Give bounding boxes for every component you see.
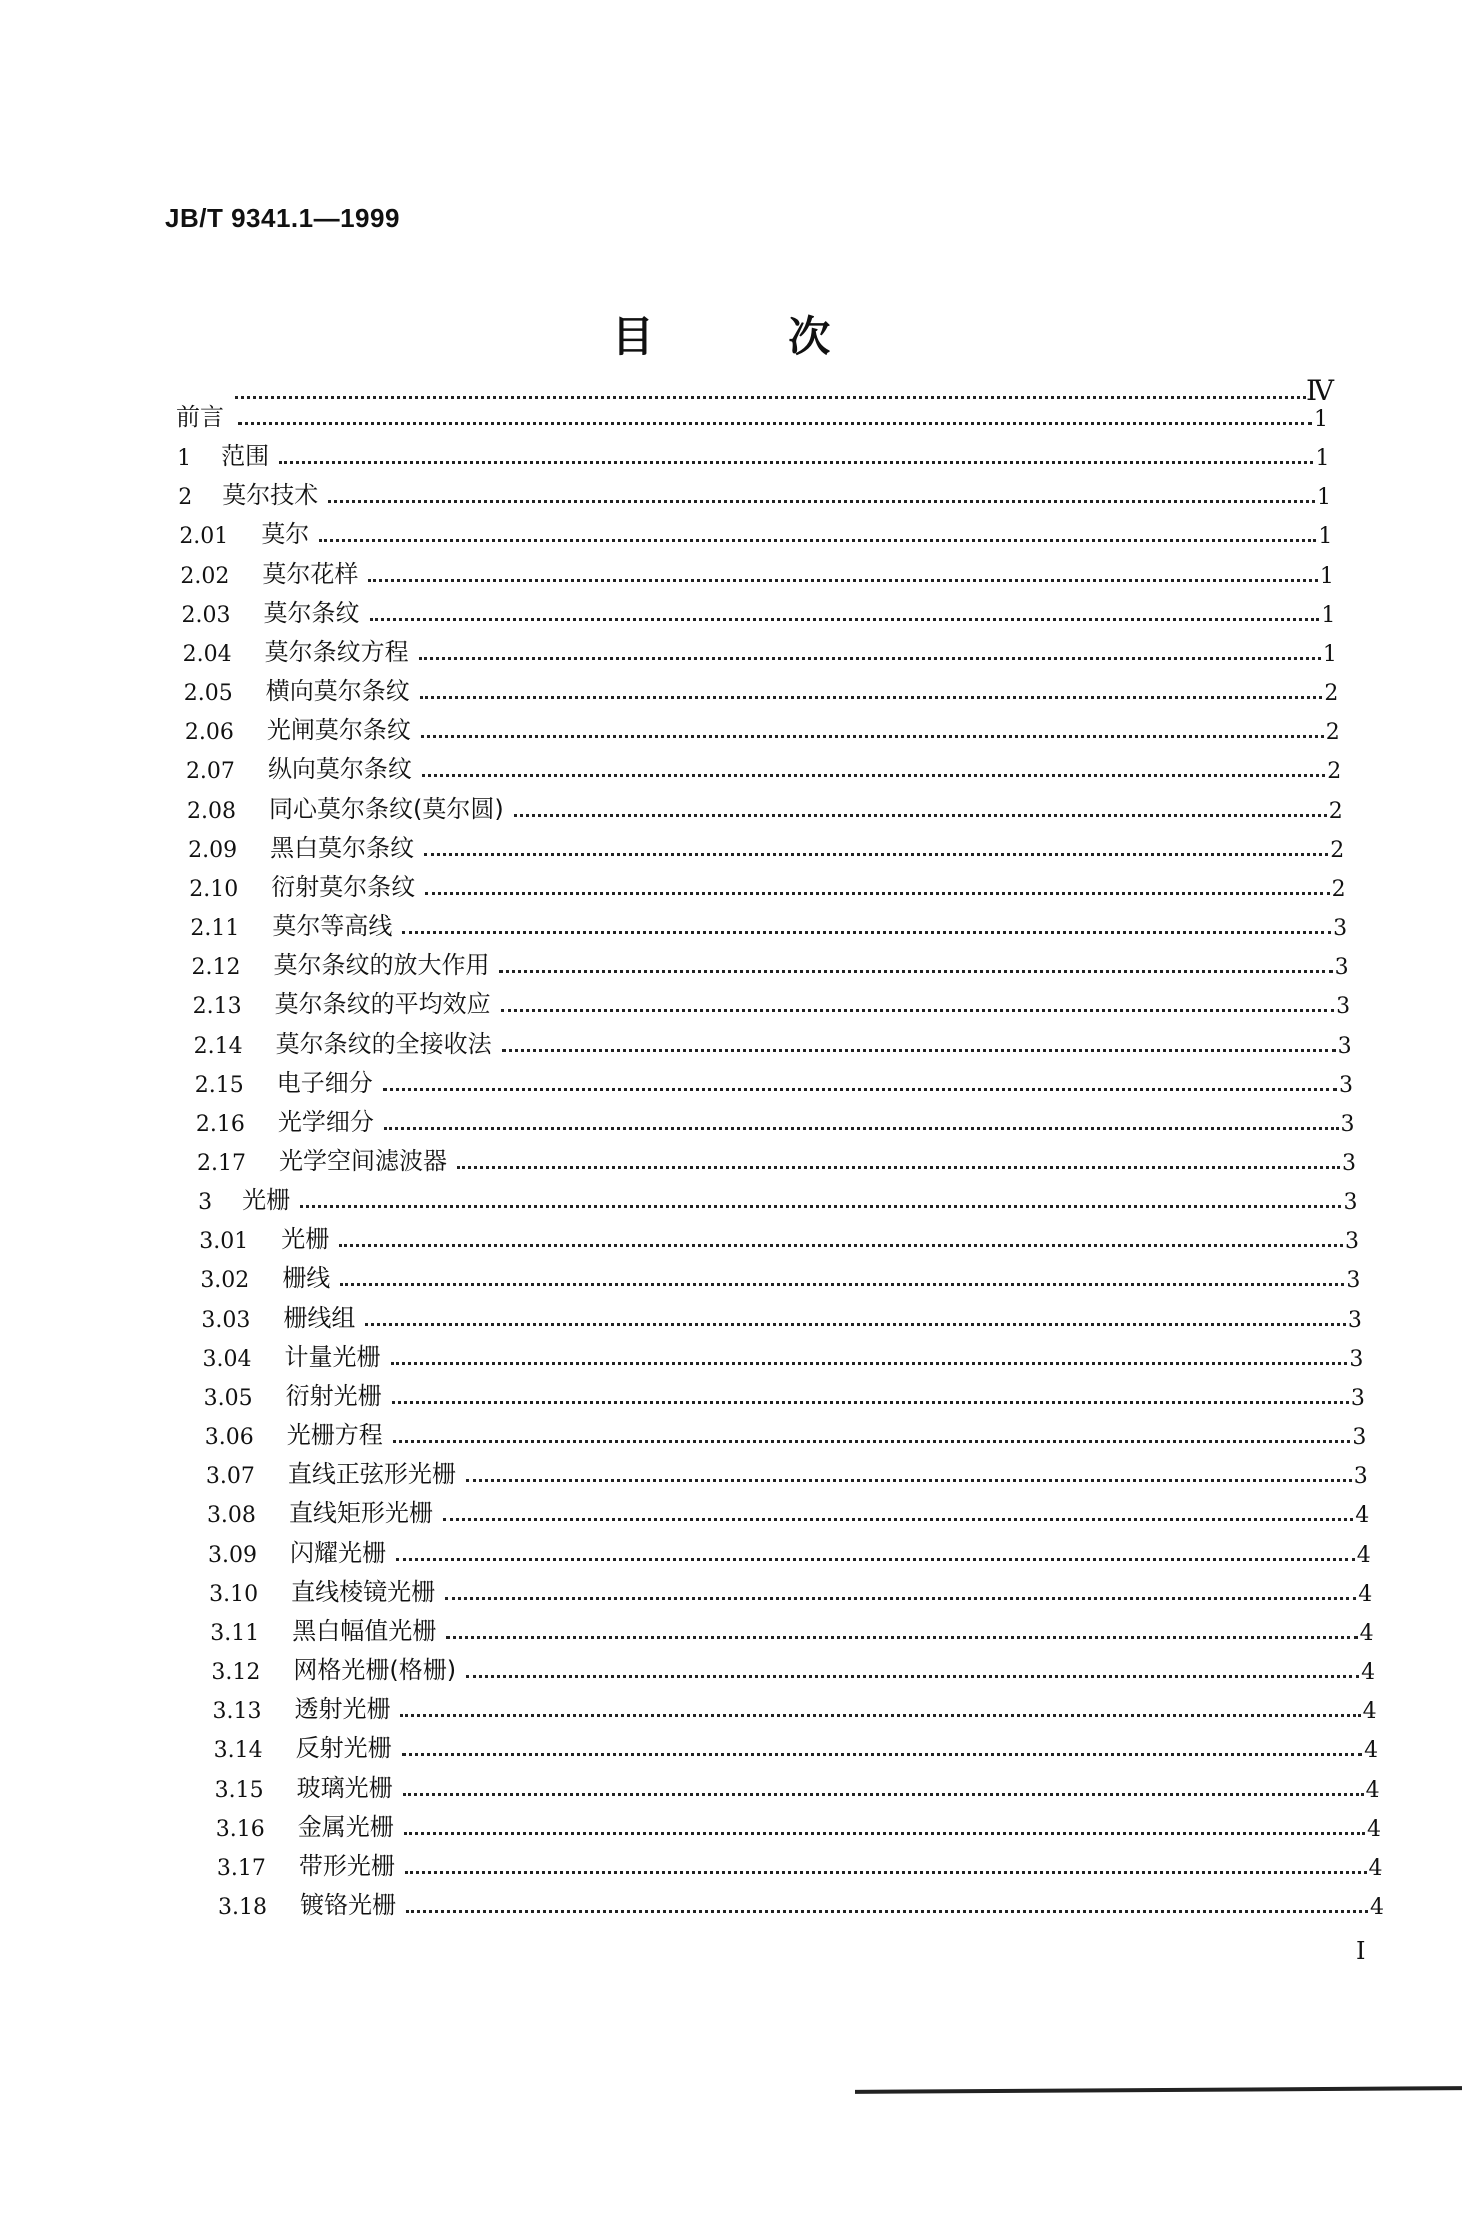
toc-entry	[182, 592, 1336, 628]
toc-entry-number: 3	[198, 1190, 213, 1216]
toc-entry-leader	[457, 1166, 1340, 1169]
toc-entry-title: 玻璃光栅	[296, 1773, 393, 1802]
toc-entry-title: 黑白莫尔条纹	[270, 833, 415, 862]
toc-entry-title: 光学细分	[277, 1107, 374, 1136]
toc-entry-page: 1	[1316, 485, 1331, 511]
toc-entry	[204, 1375, 1365, 1411]
toc-entry-leader	[445, 1597, 1356, 1600]
toc-entry	[207, 1492, 1369, 1528]
toc-entry-number: 3.18	[218, 1895, 267, 1920]
toc-entry-leader	[392, 1401, 1349, 1404]
toc-entry-title: 莫尔条纹	[263, 598, 360, 627]
toc-entry-number: 2.15	[194, 1072, 244, 1098]
toc-entry	[203, 1336, 1364, 1372]
toc-entry-number: 3.06	[204, 1425, 254, 1451]
toc-entry-leader	[466, 1675, 1359, 1678]
toc-entry-leader	[238, 422, 1312, 425]
toc-entry-number: 2.12	[191, 955, 241, 981]
toc-entry-title: 莫尔等高线	[272, 912, 393, 941]
toc-entry	[199, 1218, 1359, 1254]
toc-entry-title: 光栅	[242, 1186, 291, 1215]
toc-entry	[197, 1140, 1356, 1176]
toc-entry-number: 2.14	[193, 1033, 243, 1059]
toc-entry	[218, 1884, 1384, 1920]
toc-entry	[178, 474, 1331, 510]
toc-entry-page: 1	[1315, 446, 1330, 472]
toc-entry-leader	[406, 1910, 1368, 1913]
toc-entry-number: 3.03	[201, 1307, 251, 1333]
toc-entry-page: 1	[1318, 524, 1333, 550]
toc-entry-page: 1	[1322, 641, 1337, 667]
toc-entry-leader	[422, 774, 1325, 777]
toc-entry-page: 3	[1337, 1033, 1352, 1059]
toc-entry-page: 3	[1336, 994, 1351, 1020]
toc-entry	[193, 983, 1351, 1019]
toc-entry	[200, 1257, 1360, 1293]
toc-entry-page: 3	[1346, 1268, 1361, 1294]
toc-entry-leader	[402, 1753, 1363, 1756]
toc-entry	[185, 709, 1340, 745]
toc-entry-leader	[402, 931, 1331, 934]
toc-entry-title: 栅线组	[283, 1303, 356, 1332]
toc-entry-number: 2.10	[189, 876, 239, 902]
toc-entry-number: 3.16	[215, 1816, 265, 1842]
toc-entry-number: 2.08	[187, 798, 237, 824]
toc-entry-title: 光闸莫尔条纹	[266, 716, 411, 745]
toc-entry-title: 计量光栅	[284, 1342, 381, 1371]
toc-entry	[187, 788, 1343, 824]
toc-entry-title: 纵向莫尔条纹	[267, 755, 412, 784]
toc-top-page-number: Ⅳ	[1306, 374, 1334, 407]
toc-entry-title: 光栅方程	[286, 1421, 383, 1450]
toc-entry-number: 3.05	[203, 1385, 253, 1411]
toc-entry-title: 栅线	[282, 1264, 331, 1293]
toc-entry-leader	[368, 579, 1317, 582]
toc-entry-leader	[499, 970, 1332, 973]
toc-entry-leader	[466, 1479, 1352, 1482]
toc-entry-title: 莫尔	[261, 520, 310, 549]
toc-entry	[177, 435, 1329, 471]
toc-entry-title: 直线棱镜光栅	[291, 1577, 436, 1606]
toc-entry-leader	[400, 1714, 1360, 1717]
toc-entry-number: 3.10	[209, 1581, 259, 1607]
toc-entry-number: 2.06	[184, 720, 234, 746]
toc-entry	[211, 1649, 1375, 1685]
toc-entry-number: 3.12	[211, 1660, 261, 1686]
toc-entry-leader	[405, 1871, 1367, 1874]
toc-entry	[209, 1571, 1372, 1607]
toc-entry-leader	[502, 1049, 1336, 1052]
toc-entry	[208, 1532, 1371, 1568]
toc-entry-leader	[501, 1009, 1335, 1012]
toc-entry-title: 光栅	[281, 1225, 330, 1254]
header-code: JB/T 9341.1—1999	[165, 203, 400, 233]
toc-entry-title: 横向莫尔条纹	[265, 677, 410, 706]
toc-entry-leader	[393, 1440, 1351, 1443]
toc-entry-page: 3	[1350, 1385, 1365, 1411]
toc-entry-number: 3.01	[199, 1229, 249, 1255]
toc-entry	[210, 1610, 1373, 1646]
toc-entry-title: 电子细分	[276, 1068, 373, 1097]
toc-entry-number: 3.15	[214, 1777, 264, 1803]
toc-entry	[188, 827, 1344, 863]
toc-entry-leader	[340, 1283, 1344, 1286]
toc-entry	[186, 748, 1341, 784]
toc-entry-title: 范围	[221, 442, 270, 471]
toc-entry	[191, 944, 1348, 980]
toc-entry-title: 网格光栅(格栅)	[293, 1656, 457, 1685]
toc-entry-leader	[443, 1518, 1353, 1521]
toc-entry-page: 3	[1343, 1190, 1358, 1216]
toc-entry-page: 3	[1344, 1229, 1359, 1255]
toc-entry	[183, 631, 1337, 667]
toc-entry-page: 3	[1349, 1346, 1364, 1372]
toc-entry	[176, 396, 1328, 432]
toc-entry-page: 4	[1365, 1777, 1380, 1803]
toc-entry-page: 1	[1321, 602, 1336, 628]
toc-entry-leader	[446, 1636, 1357, 1639]
toc-entry-page: 3	[1339, 1072, 1354, 1098]
toc-entry-title: 黑白幅值光栅	[292, 1616, 437, 1645]
toc-entry-title: 反射光栅	[295, 1734, 392, 1763]
toc-entry-leader	[396, 1558, 1355, 1561]
toc-entry-leader	[403, 1793, 1364, 1796]
toc-entry-title: 莫尔条纹的平均效应	[274, 990, 491, 1019]
toc-entry-leader	[404, 1832, 1365, 1835]
toc-entry-number: 前言	[176, 403, 224, 431]
toc-entry-page: 3	[1334, 955, 1349, 981]
toc-entry-title: 镀铬光栅	[300, 1891, 396, 1919]
toc-entry	[198, 1179, 1357, 1215]
toc-entry-title: 莫尔条纹的放大作用	[273, 951, 490, 980]
toc-entry-page: 4	[1367, 1816, 1382, 1842]
toc-entry-number: 3.13	[212, 1699, 262, 1725]
toc-entry-leader	[319, 539, 1316, 542]
toc-entry	[196, 1101, 1355, 1137]
toc-entry-title: 莫尔条纹方程	[264, 637, 409, 666]
toc-entry-leader	[425, 892, 1329, 895]
toc-entry-title: 直线矩形光栅	[288, 1499, 433, 1528]
toc-entry	[195, 1062, 1353, 1098]
toc-entry-number: 1	[177, 446, 192, 472]
toc-entry-leader	[300, 1205, 1341, 1208]
toc-entry-number: 2.17	[197, 1151, 246, 1176]
toc-entry-page: 3	[1342, 1151, 1356, 1176]
toc-entry-page: 4	[1362, 1699, 1377, 1725]
toc-entry	[216, 1806, 1381, 1842]
toc-entry-number: 3.08	[206, 1503, 256, 1529]
toc-entry-page: 2	[1328, 798, 1343, 824]
toc-entry-number: 3.02	[200, 1268, 250, 1294]
toc-entry-leader	[328, 500, 1315, 503]
toc-entry-page: 4	[1368, 1855, 1383, 1881]
toc-entry	[206, 1453, 1368, 1489]
toc-entry-title: 莫尔技术	[222, 481, 319, 510]
toc-entry-leader	[421, 735, 1324, 738]
toc-entry	[189, 866, 1345, 902]
toc-entry-leader	[391, 1362, 1348, 1365]
toc-entry-leader	[424, 853, 1328, 856]
toc-entry	[217, 1845, 1383, 1881]
toc-entry-number: 3.04	[202, 1346, 252, 1372]
toc-entry-number: 2.02	[180, 563, 230, 589]
toc-entry-page: 1	[1314, 407, 1328, 432]
toc-entry	[194, 1023, 1352, 1059]
toc-entry	[212, 1688, 1376, 1724]
toc-entry-title: 金属光栅	[297, 1812, 394, 1841]
toc-entry-title: 光学空间滤波器	[279, 1147, 447, 1175]
toc-entry-number: 3.07	[205, 1464, 255, 1490]
toc-entry-title: 衍射莫尔条纹	[271, 872, 416, 901]
toc-entry-page: 3	[1333, 916, 1348, 942]
toc-entry	[179, 513, 1332, 549]
toc-entry-page: 4	[1358, 1581, 1373, 1607]
toc-entry	[180, 553, 1333, 589]
toc-entry-number: 2.03	[181, 602, 231, 628]
toc-entry-page: 3	[1352, 1425, 1367, 1451]
toc-entry-number: 2.16	[195, 1111, 245, 1137]
toc-entry-page: 3	[1353, 1464, 1368, 1490]
toc-entry-number: 3.11	[210, 1620, 260, 1646]
toc-entry	[214, 1727, 1379, 1763]
toc-entry-title: 莫尔花样	[262, 559, 359, 588]
toc-entry-page: 3	[1347, 1307, 1362, 1333]
toc-entry-leader	[420, 696, 1323, 699]
toc-entry-number: 2.04	[182, 641, 232, 667]
toc-entry-page: 2	[1324, 681, 1339, 707]
toc-entry-title: 莫尔条纹的全接收法	[275, 1029, 492, 1058]
toc-entry-number: 2.01	[179, 524, 229, 550]
toc-entry-leader	[365, 1323, 1345, 1326]
toc-entry-page: 4	[1370, 1895, 1384, 1920]
toc-entry-page: 4	[1364, 1738, 1379, 1764]
toc-entry-number: 3.17	[216, 1855, 266, 1881]
toc-entry	[201, 1297, 1361, 1333]
toc-entry-number: 2	[178, 485, 193, 511]
toc-entry	[184, 670, 1339, 706]
toc-entry-leader	[383, 1088, 1337, 1091]
toc-entry-title: 透射光栅	[294, 1695, 391, 1724]
toc-entry	[215, 1767, 1380, 1803]
toc-entry-title: 带形光栅	[298, 1851, 395, 1880]
toc-entry-number: 3.14	[213, 1738, 263, 1764]
toc-entry-leader	[279, 461, 1313, 464]
toc-entry-page: 1	[1319, 563, 1334, 589]
toc-entry-title: 直线正弦形光栅	[287, 1460, 456, 1489]
toc-entry-page: 2	[1327, 759, 1342, 785]
toc-entry-leader	[384, 1127, 1339, 1130]
toc-entry-page: 2	[1331, 876, 1346, 902]
toc-entry-page: 2	[1330, 837, 1345, 863]
toc-entry-number: 3.09	[208, 1542, 258, 1568]
toc-entry-number: 2.09	[188, 837, 238, 863]
toc-entry-page: 4	[1355, 1503, 1370, 1529]
toc-entry-number: 2.05	[183, 681, 233, 707]
toc-entry-number: 2.13	[192, 994, 242, 1020]
toc-entry	[205, 1414, 1367, 1450]
toc-entry-number: 2.11	[190, 916, 240, 942]
toc-entry-title: 衍射光栅	[285, 1381, 382, 1410]
toc-entry-leader	[370, 618, 1320, 621]
toc-entry-page: 3	[1340, 1111, 1355, 1137]
toc-entry-leader	[339, 1244, 1343, 1247]
toc-entry-leader	[514, 814, 1327, 817]
toc-entry-page: 2	[1325, 720, 1340, 746]
toc-entry-title: 闪耀光栅	[290, 1538, 387, 1567]
toc-entry-title: 同心莫尔条纹(莫尔圆)	[269, 794, 504, 823]
toc-entry	[190, 905, 1347, 941]
toc-entry-number: 2.07	[185, 759, 235, 785]
footer-page-numeral: I	[1356, 1937, 1366, 1965]
toc-entry-page: 4	[1356, 1542, 1371, 1568]
toc-entry-page: 4	[1361, 1660, 1376, 1686]
toc-entry-page: 4	[1359, 1620, 1374, 1646]
page-title: 目 次	[611, 312, 891, 361]
toc-entry-leader	[419, 657, 1321, 660]
